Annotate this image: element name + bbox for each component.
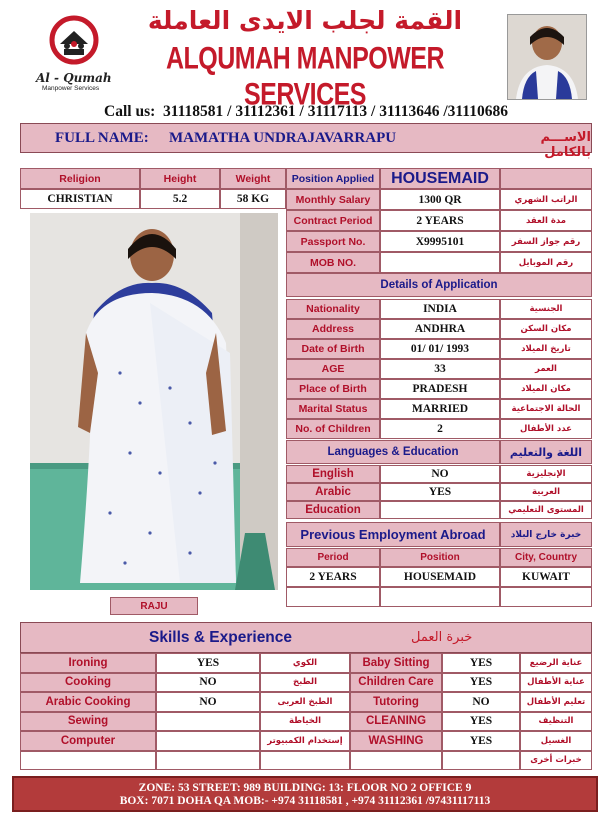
languages-title-cell bbox=[286, 440, 500, 464]
position-blank bbox=[500, 168, 592, 189]
skill-right-value: NO bbox=[442, 692, 520, 712]
contract-period-value: 2 YEARS bbox=[380, 210, 500, 231]
skill-right-label: Tutoring bbox=[350, 692, 442, 712]
contract-period-arabic: مدة العقد bbox=[500, 210, 592, 231]
education-label: Education bbox=[286, 501, 380, 519]
emp-position-value: HOUSEMAID bbox=[380, 567, 500, 587]
mob-arabic: رقم الموبايل bbox=[500, 252, 592, 273]
marital-value: MARRIED bbox=[380, 399, 500, 419]
arabic-arabic: العربية bbox=[500, 483, 592, 501]
age-label: AGE bbox=[286, 359, 380, 379]
english-title: ALQUMAH MANPOWER SERVICES bbox=[165, 40, 445, 112]
skill-left-label: Computer bbox=[20, 731, 156, 751]
children-arabic: عدد الأطفال bbox=[500, 419, 592, 439]
skill-right-arabic: التنظيف bbox=[520, 712, 592, 732]
full-name-arabic: الاســـم بالكامل bbox=[540, 130, 591, 160]
emp-city-value-2 bbox=[500, 587, 592, 607]
footer bbox=[12, 776, 598, 812]
passport-value: X9995101 bbox=[380, 231, 500, 252]
skill-right-value: YES bbox=[442, 653, 520, 673]
employment-arabic: خبرة خارج البلاد bbox=[500, 522, 592, 547]
address-label: Address bbox=[286, 319, 380, 339]
emp-city-value: KUWAIT bbox=[500, 567, 592, 587]
children-label: No. of Children bbox=[286, 419, 380, 439]
skill-left-arabic: الخياطة bbox=[260, 712, 350, 732]
salary-value: 1300 QR bbox=[380, 189, 500, 210]
skill-right-label: WASHING bbox=[350, 731, 442, 751]
skill-right-label bbox=[350, 751, 442, 771]
marital-arabic: الحالة الاجتماعية bbox=[500, 399, 592, 419]
nationality-arabic: الجنسية bbox=[500, 299, 592, 319]
skill-right-arabic: عناية الأطفال bbox=[520, 673, 592, 693]
address-value: ANDHRA bbox=[380, 319, 500, 339]
skill-left-label: Cooking bbox=[20, 673, 156, 693]
education-value bbox=[380, 501, 500, 519]
emp-position-value-2 bbox=[380, 587, 500, 607]
birth-place-label: Place of Birth bbox=[286, 379, 380, 399]
address-arabic: مكان السكن bbox=[500, 319, 592, 339]
skill-right-value: YES bbox=[442, 673, 520, 693]
logo-sub: Manpower Services bbox=[42, 85, 100, 92]
emp-period-header: Period bbox=[286, 548, 380, 567]
footer-line-2: BOX: 7071 DOHA QA MOB:- +974 31118581 , +974 31112361 /97431117113 bbox=[119, 795, 491, 807]
nationality-value: INDIA bbox=[380, 299, 500, 319]
position-value: HOUSEMAID bbox=[380, 168, 500, 189]
salary-label: Monthly Salary bbox=[286, 189, 380, 210]
age-arabic: العمر bbox=[500, 359, 592, 379]
full-name-bar bbox=[20, 123, 592, 160]
dob-value: 01/ 01/ 1993 bbox=[380, 339, 500, 359]
skill-left-label bbox=[20, 751, 156, 771]
employment-title: Previous Employment Abroad bbox=[300, 527, 486, 542]
passport-arabic: رقم جواز السفر bbox=[500, 231, 592, 252]
employment-title-cell bbox=[286, 522, 500, 547]
english-value: NO bbox=[380, 465, 500, 483]
call-us: Call us: 31118581 / 31112361 / 31117113 / 31113646 /31110686 bbox=[104, 103, 508, 120]
skill-left-arabic: الكوي bbox=[260, 653, 350, 673]
skill-left-arabic bbox=[260, 751, 350, 771]
nationality-label: Nationality bbox=[286, 299, 380, 319]
full-name-label: FULL NAME: bbox=[55, 130, 149, 146]
emp-city-header: City, Country bbox=[500, 548, 592, 567]
skill-right-value: YES bbox=[442, 731, 520, 751]
skill-left-arabic: الطبخ bbox=[260, 673, 350, 693]
arabic-label: Arabic bbox=[286, 483, 380, 501]
birth-place-value: PRADESH bbox=[380, 379, 500, 399]
english-label: English bbox=[286, 465, 380, 483]
skill-left-value bbox=[156, 712, 260, 732]
logo bbox=[30, 14, 118, 90]
weight-header: Weight bbox=[220, 168, 286, 189]
mob-label: MOB NO. bbox=[286, 252, 380, 273]
dob-label: Date of Birth bbox=[286, 339, 380, 359]
age-value: 33 bbox=[380, 359, 500, 379]
skills-title: Skills & Experience bbox=[149, 629, 293, 646]
contract-period-label: Contract Period bbox=[286, 210, 380, 231]
skill-right-arabic: عناية الرضيع bbox=[520, 653, 592, 673]
logo-brand: Al - Qumah bbox=[36, 71, 112, 85]
skill-left-arabic: الطبخ العربى bbox=[260, 692, 350, 712]
arabic-title: القمة لجلب الايدى العاملة bbox=[147, 6, 463, 35]
position-label: Position Applied bbox=[286, 168, 380, 189]
skill-left-value bbox=[156, 731, 260, 751]
skill-right-label: Baby Sitting bbox=[350, 653, 442, 673]
full-photo bbox=[30, 213, 278, 590]
photo-caption: RAJU bbox=[110, 597, 198, 615]
height-value: 5.2 bbox=[140, 189, 220, 209]
religion-header: Religion bbox=[20, 168, 140, 189]
skills-title-bar bbox=[20, 622, 592, 653]
skill-left-value: NO bbox=[156, 673, 260, 693]
skill-right-label: CLEANING bbox=[350, 712, 442, 732]
emp-period-value: 2 YEARS bbox=[286, 567, 380, 587]
emp-period-value-2 bbox=[286, 587, 380, 607]
skill-right-arabic: تعليم الأطفال bbox=[520, 692, 592, 712]
skill-left-value: YES bbox=[156, 653, 260, 673]
full-body-portrait-icon bbox=[30, 213, 278, 590]
footer-line-1: ZONE: 53 STREET: 989 BUILDING: 13: FLOOR NO 2 OFFICE 9 bbox=[138, 782, 472, 794]
skill-right-value: YES bbox=[442, 712, 520, 732]
skill-right-arabic: الغسيل bbox=[520, 731, 592, 751]
skill-right-value bbox=[442, 751, 520, 771]
skill-left-value: NO bbox=[156, 692, 260, 712]
salary-arabic: الراتب الشهري bbox=[500, 189, 592, 210]
skill-left-label: Ironing bbox=[20, 653, 156, 673]
skill-left-label: Arabic Cooking bbox=[20, 692, 156, 712]
skill-right-label: Children Care bbox=[350, 673, 442, 693]
languages-arabic: اللغة والتعليم bbox=[500, 440, 592, 464]
skill-right-arabic: خبرات أخرى bbox=[520, 751, 592, 771]
weight-value: 58 KG bbox=[220, 189, 286, 209]
full-name-value: MAMATHA UNDRAJAVARRAPU bbox=[169, 130, 397, 146]
emp-position-header: Position bbox=[380, 548, 500, 567]
details-title: Details of Application bbox=[286, 273, 592, 297]
logo-emblem-icon bbox=[30, 14, 118, 66]
english-arabic: الإنجليزية bbox=[500, 465, 592, 483]
height-header: Height bbox=[140, 168, 220, 189]
education-arabic: المستوى التعليمي bbox=[500, 501, 592, 519]
marital-label: Marital Status bbox=[286, 399, 380, 419]
header-photo bbox=[507, 14, 587, 100]
children-value: 2 bbox=[380, 419, 500, 439]
skill-left-label: Sewing bbox=[20, 712, 156, 732]
birth-place-arabic: مكان الميلاد bbox=[500, 379, 592, 399]
skills-arabic: خبرة العمل bbox=[411, 630, 473, 645]
skill-left-arabic: إستخدام الكمبيوتر bbox=[260, 731, 350, 751]
skill-left-value bbox=[156, 751, 260, 771]
passport-label: Passport No. bbox=[286, 231, 380, 252]
dob-arabic: تاريخ الميلاد bbox=[500, 339, 592, 359]
arabic-value: YES bbox=[380, 483, 500, 501]
portrait-icon bbox=[508, 15, 586, 99]
religion-value: CHRISTIAN bbox=[20, 189, 140, 209]
languages-title: Languages & Education bbox=[327, 446, 459, 458]
mob-value bbox=[380, 252, 500, 273]
